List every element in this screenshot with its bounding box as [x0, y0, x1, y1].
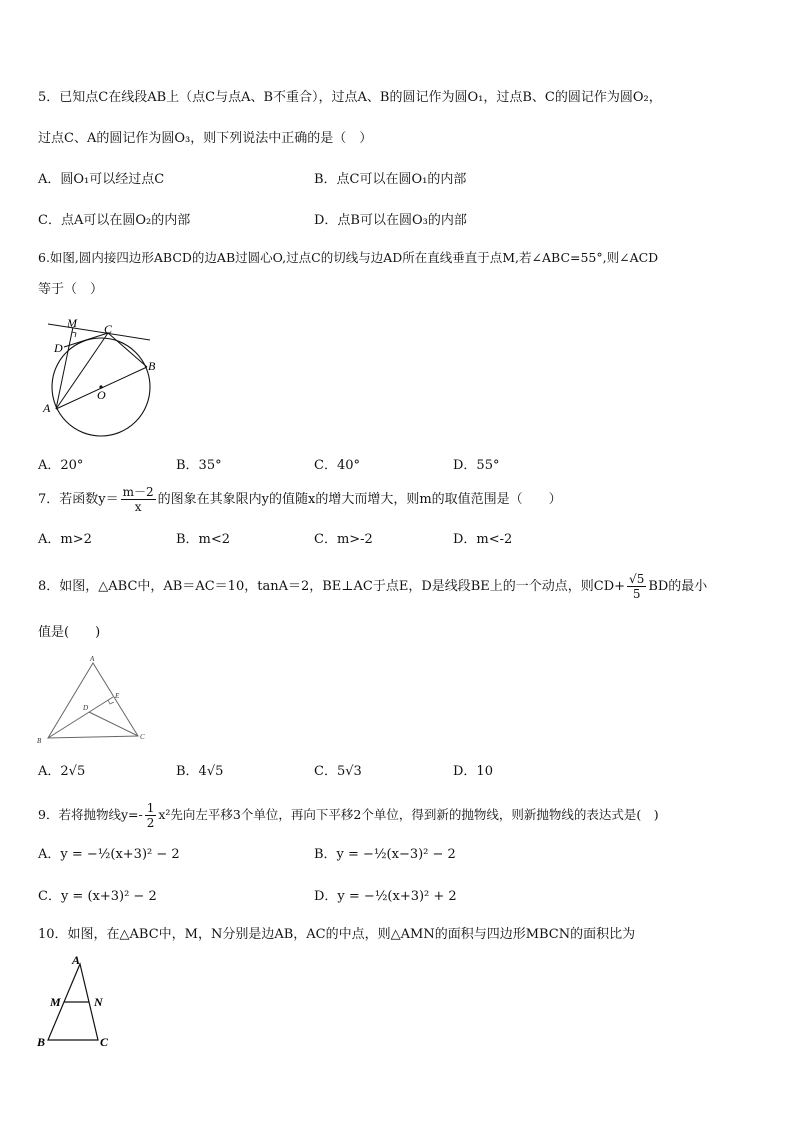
q10-figure	[34, 952, 118, 1050]
q6-option-b: B．35°	[176, 458, 222, 473]
q8-stem-line2: 值是( )	[38, 625, 101, 640]
q10-label-n: N	[94, 995, 103, 1009]
q8-label-e: E	[115, 692, 120, 700]
q8-prefix: 8．如图，△ABC中，AB＝AC＝10，tanA＝2，BE⊥AC于点E，D是线段BE上的一个动点，则CD+	[38, 579, 626, 594]
q9-option-c: C．y = (x+3)² − 2	[38, 889, 157, 904]
q7-option-c: C．m>-2	[314, 532, 373, 547]
q8-label-b: B	[37, 737, 42, 745]
q10-stem: 10．如图，在△ABC中，M，N分别是边AB，AC的中点，则△AMN的面积与四边形MBCN的面积比为	[38, 927, 636, 942]
q5-option-a: A．圆O₁可以经过点C	[38, 172, 165, 187]
q8-option-a: A．2√5	[38, 764, 86, 779]
q7-option-a: A．m>2	[38, 532, 92, 547]
q6-label-m: M	[67, 316, 77, 330]
q9-frac-num: 1	[146, 801, 155, 815]
q8-option-c: C．5√3	[314, 764, 362, 779]
q6-label-c: C	[104, 322, 113, 336]
q6-label-a: A	[43, 401, 51, 415]
q7-option-d: D．m<-2	[453, 532, 513, 547]
q8-fraction	[627, 572, 646, 601]
q10-label-a: A	[72, 953, 81, 967]
q6-stem-line1: 6.如图,圆内接四边形ABCD的边AB过圆心O,过点C的切线与边AD所在直线垂直于点M,若∠ABC=55°,则∠ACD	[38, 250, 659, 265]
q6-option-d: D．55°	[453, 458, 500, 473]
q8-frac-num: √5	[629, 572, 645, 586]
q6-label-o: O	[97, 388, 106, 402]
q6-label-d: D	[54, 341, 63, 355]
q9-frac-den: 2	[146, 816, 155, 830]
q8-stem-line1	[38, 570, 707, 604]
q8-option-b: B．4√5	[176, 764, 224, 779]
q5-option-b: B．点C可以在圆O₁的内部	[314, 172, 467, 187]
q5-option-c: C．点A可以在圆O₂的内部	[38, 213, 191, 228]
q10-label-b: B	[37, 1035, 46, 1049]
q6-option-c: C．40°	[314, 458, 360, 473]
q5-option-d: D．点B可以在圆O₃的内部	[314, 213, 467, 228]
q10-label-m: M	[50, 995, 61, 1009]
q8-label-a: A	[90, 655, 95, 663]
q9-option-d: D．y = −½(x+3)² + 2	[314, 889, 457, 904]
q7-fraction	[121, 485, 156, 514]
q8-triangle-abc	[48, 663, 138, 738]
q5-stem-line2: 过点C、A的圆记作为圆O₃，则下列说法中正确的是（ ）	[38, 131, 373, 146]
q8-right-angle-mark	[108, 700, 114, 704]
q9-suffix: x²先向左平移3个单位，再向下平移2个单位，得到新的抛物线，则新抛物线的表达式是( )	[158, 807, 659, 822]
q8-option-d: D．10	[453, 764, 493, 779]
q6-stem-line2: 等于（ ）	[38, 282, 104, 297]
q6-label-b: B	[148, 359, 156, 373]
q6-line-cb	[108, 333, 147, 367]
q8-label-d: D	[83, 704, 89, 712]
q7-stem	[38, 485, 562, 515]
q5-stem-line1: 5．已知点C在线段AB上（点C与点A、B不重合），过点A、B的圆记作为圆O₁，过点B、C的圆记作为圆O₂，	[38, 90, 662, 105]
q8-figure	[34, 655, 154, 747]
q6-figure	[38, 312, 168, 442]
q8-frac-den: 5	[632, 587, 641, 601]
q9-prefix: 9．若将抛物线y=-	[38, 807, 143, 822]
q7-frac-den: x	[134, 500, 142, 514]
q6-option-a: A．20°	[38, 458, 84, 473]
q9-option-b: B．y = −½(x−3)² − 2	[314, 847, 456, 862]
q10-label-c: C	[100, 1035, 109, 1049]
q9-option-a: A．y = −½(x+3)² − 2	[38, 847, 180, 862]
q7-prefix: 7．若函数y＝	[38, 492, 119, 507]
q8-suffix: BD的最小	[648, 579, 708, 594]
q9-fraction	[145, 801, 157, 830]
q8-label-c: C	[140, 733, 145, 741]
q9-stem	[38, 800, 659, 830]
q8-line-be	[48, 697, 113, 738]
q7-frac-num: m－2	[122, 485, 154, 499]
q6-right-angle-mark	[72, 332, 76, 337]
q7-option-b: B．m<2	[176, 532, 231, 547]
q7-suffix: 的图象在其象限内y的值随x的增大而增大，则m的取值范围是（ ）	[157, 492, 562, 507]
